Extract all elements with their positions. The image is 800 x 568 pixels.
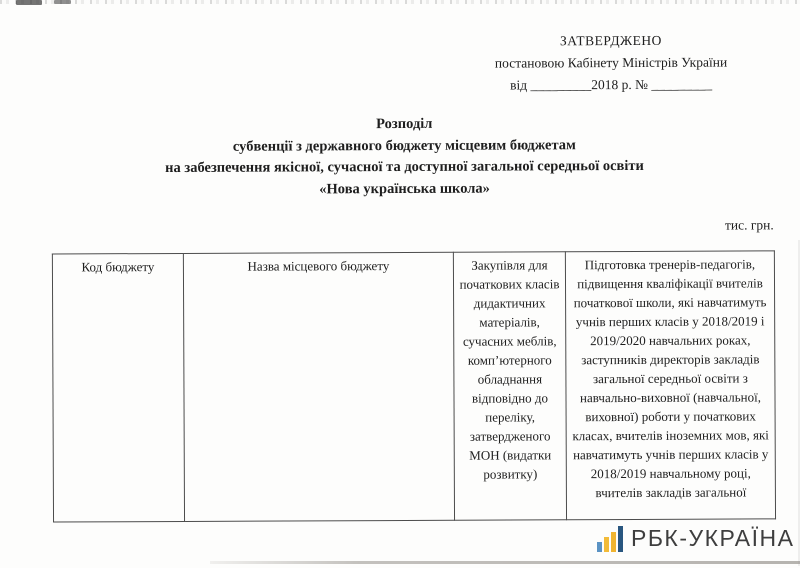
document-title	[0, 112, 800, 202]
budget-table	[52, 250, 776, 522]
approval-line-approved: ЗАТВЕРДЖЕНО	[559, 32, 662, 49]
units-label: тис. грн.	[724, 217, 774, 233]
rbc-ukraine-logo-text: РБК-УКРАЇНА	[631, 525, 795, 551]
column-header-budget-code: Код бюджету	[52, 253, 184, 522]
title-line-1: Розподіл	[376, 115, 433, 133]
rbc-ukraine-watermark	[597, 525, 794, 552]
rbc-bar-chart-logo-icon	[597, 526, 624, 552]
approval-block	[437, 29, 785, 97]
table-header-row	[52, 251, 775, 522]
approval-line-date-number: від _________2018 р. № _________	[510, 76, 713, 93]
column-header-teacher-training: Підготовка тренерів-педагогів, підвищення кваліфікації вчителів початкової школи, які навчатимуть учнів перших класів у 2018/2019 і 2019/2020 навчальних роках, заступників директорів закладів загальної середньої освіти з навчально-виховної (навчальної, виховної) роботи у початкових класах, вчителів іноземних мов, які навчатимуть учнів перших класів у 2018/2019 навчальному році, вчителів закладів загальної	[565, 251, 775, 520]
title-line-3: на забезпечення якісної, сучасної та доступної загальної середньої освіти	[165, 157, 644, 177]
approval-line-resolution: постановою Кабінету Міністрів України	[494, 54, 728, 71]
column-header-procurement: Закупівля для початкових класів дидактичних матеріалів, сучасних меблів, комп’ютерного обладнання відповідно до переліку, затвердженого МОН (видатки розвитку)	[453, 252, 566, 520]
title-line-4: «Нова українська школа»	[319, 180, 490, 197]
column-header-local-budget-name: Назва місцевого бюджету	[183, 252, 454, 521]
title-line-2: субвенції з державного бюджету місцевим бюджетам	[232, 136, 576, 155]
